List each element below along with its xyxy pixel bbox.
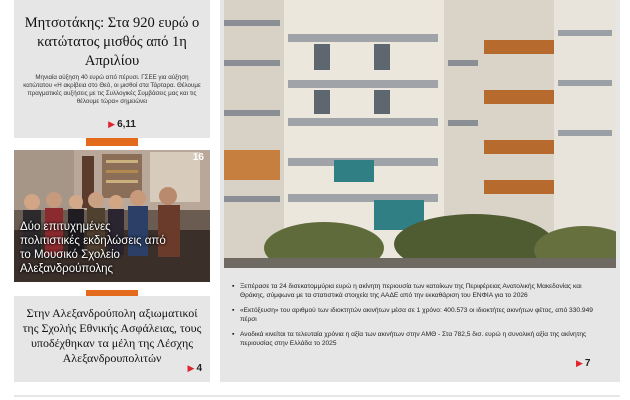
arrow-right-icon: ▶ [108,119,116,129]
apartment-buildings-photo [224,0,616,268]
list-item: ▪ «Εκτόξευση» του αριθμού των ιδιοκτητών ακινήτων μέσα σε 1 χρόνο: 400.573 οι ιδιοκτήτες ακινήτων φέτος, από 330.949 πέρσι [232,307,593,323]
music-school-photo-card[interactable] [14,150,210,282]
property-page-ref: ▶ 7 [576,358,591,369]
security-school-title: Στην Αλεξανδρούπολη αξιωματικοί της Σχολής Εθνικής Ασφάλειας, τους υποδέχθηκαν τα μέλη της Λέσχης Αλεξανδρουπολιτών [22,306,202,365]
bullet-icon: ▪ [232,307,235,314]
list-item: ▪ Ανοδικά κινείται τα τελευταία χρόνια η αξία των ακινήτων στην ΑΜΘ - Στα 782,5 δισ. ευρώ η συνολική αξία της ακίνητης περιουσίας στην Ελλάδα το 2025 [232,331,587,347]
main-headline-title: Μητσοτάκης: Στα 920 ευρώ ο κατώτατος μισθός από 1η Απριλίου [24,15,200,69]
main-headline-page-ref: ▶ 6,11 [108,119,136,130]
bullet-icon: ▪ [232,283,235,290]
security-school-card[interactable] [14,296,210,382]
music-school-caption: Δύο επιτυχημένες πολιτιστικές εκδηλώσεις από το Μουσικό Σχολείο Αλεξανδρούπολης [20,221,166,275]
security-school-page-ref: ▶ 4 [187,363,202,374]
accent-tab [86,138,138,146]
arrow-right-icon: ▶ [576,358,583,368]
bottom-divider [14,395,620,397]
main-headline-summary: Μηνιαία αύξηση 40 ευρώ από πέρυσι. ΓΣΕΕ για αύξηση κατώτατου «Η ακρίβεια στο Θεό, οι μισθοί στα Τάρταρα. Θέλουμε πραγματικές αυξήσεις με τις Συλλογικές Συμβάσεις μας και τις θέλουμε τώρα» σημειώνει [23,74,201,105]
main-headline-card[interactable] [14,0,210,138]
bullet-icon: ▪ [232,331,235,338]
music-school-page-number: 16 [192,152,204,163]
list-item: ▪ Ξεπέρασε τα 24 δισεκατομμύρια ευρώ η ακίνητη περιουσία των κατοίκων της Περιφέρειας Ανατολικής Μακεδονίας και Θράκης, σύμφωνα με τα στατιστικά στοιχεία της ΑΑΔΕ από την εκκαθάριση του ΕΝΦΙΑ για το 2026 [232,283,582,299]
property-bullet-list [232,282,604,354]
arrow-right-icon: ▶ [187,363,195,373]
